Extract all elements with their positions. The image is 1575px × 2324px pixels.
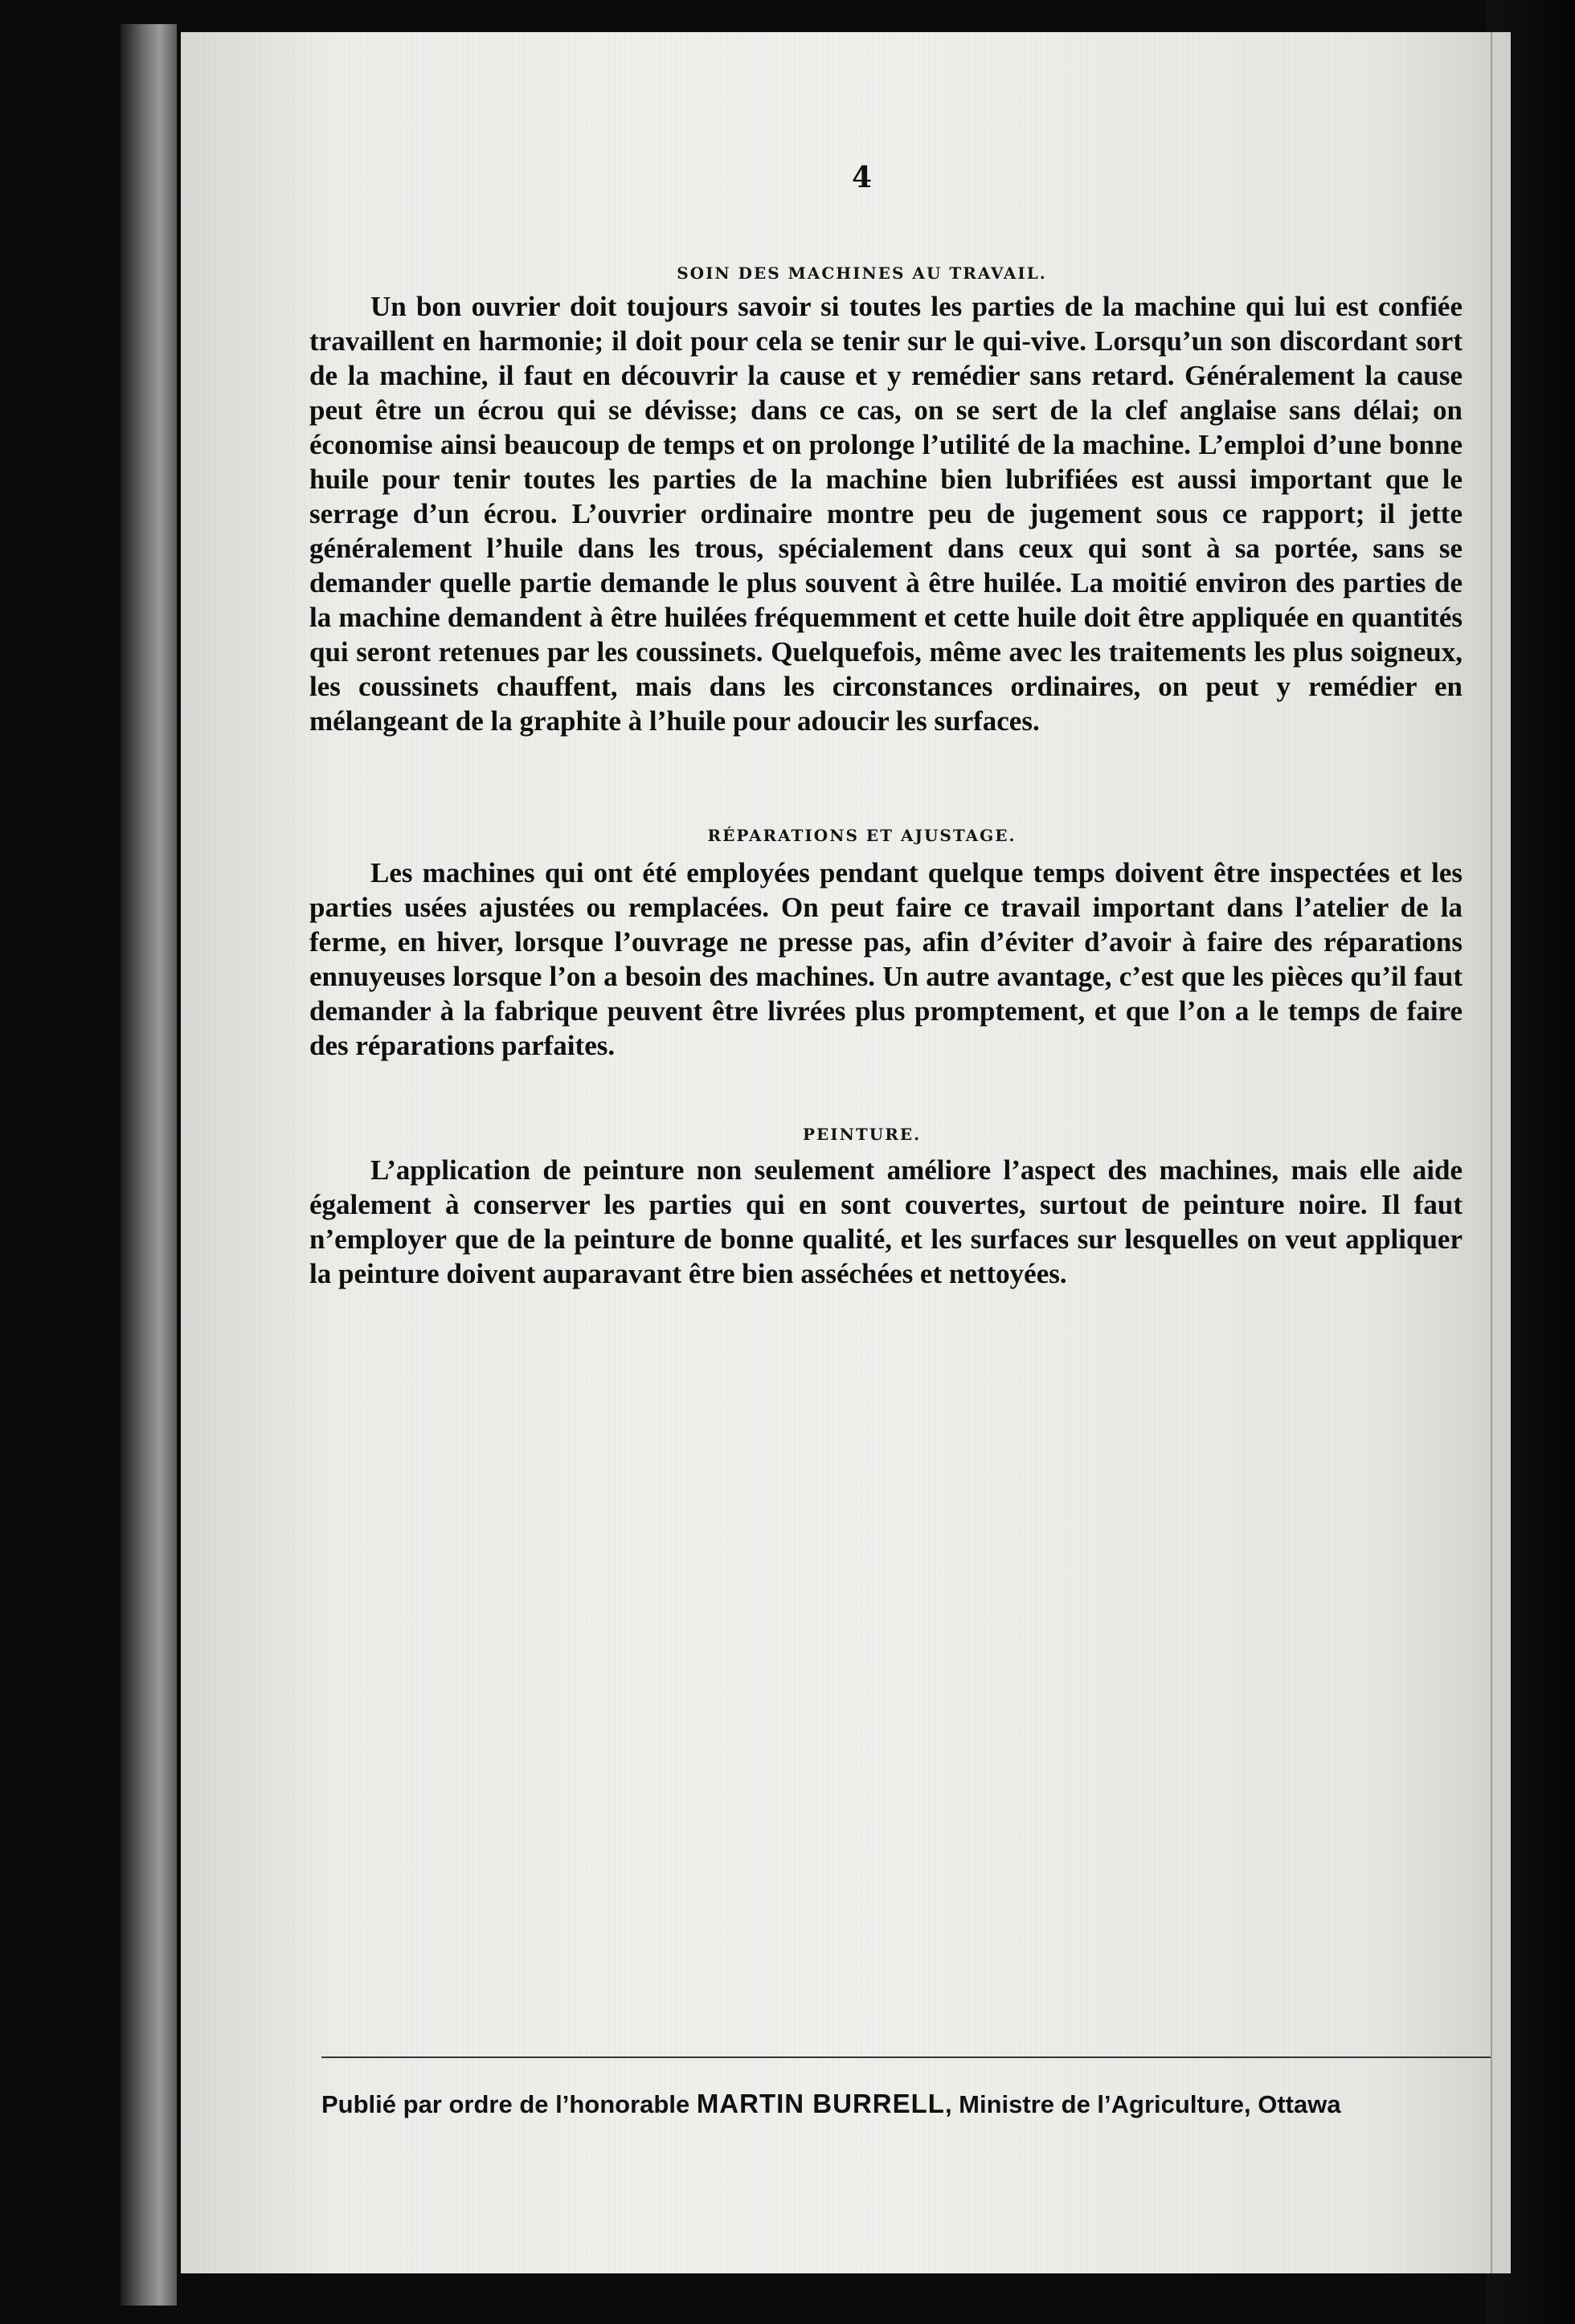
footer-minister-name: MARTIN BURRELL	[696, 2089, 945, 2118]
page-number: 4	[851, 161, 873, 194]
footer-suffix: , Ministre de l’Agriculture, Ottawa	[944, 2090, 1341, 2118]
section-heading-reparations: RÉPARATIONS ET AJUSTAGE.	[707, 826, 1017, 845]
section-text-peinture: L’application de peinture non seulement améliore l’aspect des machines, mais elle aide également à conserver les parties qui en sont couvertes, surtout de peinture noire. Il faut n’employer que de la peinture de bonne qualité, et les surfaces sur lesquelles on veut appliquer la peinture doivent auparavant être bien asséchées et nettoyées.	[309, 1154, 1462, 1289]
publisher-footer	[321, 2089, 1341, 2119]
footer-rule	[321, 2056, 1499, 2058]
section-text-reparations: Les machines qui ont été employées pendant quelque temps doivent être inspectées et les parties usées ajustées ou remplacées. On peut faire ce travail important dans l’atelier de la ferme, en hiver, lorsque l’ouvrage ne presse pas, afin d’éviter d’avoir à faire des réparations ennuyeuses lorsque l’on a besoin des machines. Un autre avantage, c’est que les pièces qu’il faut demander à la fabrique peuvent être livrées plus promptement, et que l’on a le temps de faire des réparations parfaites.	[309, 857, 1462, 1061]
section-heading-soin: SOIN DES MACHINES AU TRAVAIL.	[677, 263, 1047, 283]
footer-prefix: Publié par ordre de l’honorable	[321, 2090, 697, 2118]
binding-edge	[121, 24, 177, 2306]
page-right-edge	[1491, 32, 1510, 2273]
section-heading-peinture: PEINTURE.	[802, 1125, 922, 1144]
document-page	[181, 32, 1511, 2273]
section-text-soin: Un bon ouvrier doit toujours savoir si toutes les parties de la machine qui lui est confiée travaillent en harmonie; il doit pour cela se tenir sur le qui-vive. Lorsqu’un son discordant sort de la machine, il faut en découvrir la cause et y remédier sans retard. Généralement la cause peut être un écrou qui se dévisse; dans ce cas, on se sert de la clef anglaise sans délai; on économise ainsi beaucoup de temps et on prolonge l’utilité de la machine. L’emploi d’une bonne huile pour tenir toutes les parties de la machine bien lubrifiées est aussi important que le serrage d’un écrou. L’ouvrier ordinaire montre peu de jugement sous ce rapport; il jette généralement l’huile dans les trous, spécialement dans ceux qui sont à sa portée, sans se demander quelle partie demande le plus souvent à être huilée. La moitié environ des parties de la machine demandent à être huilées fréquemment et cette huile doit être appliquée en quantités qui seront retenues par les coussinets. Quelquefois, même avec les traitements les plus soigneux, les coussinets chauffent, mais dans les circonstances ordinaires, on peut y remédier en mélangeant de la graphite à l’huile pour adoucir les surfaces.	[309, 291, 1462, 737]
